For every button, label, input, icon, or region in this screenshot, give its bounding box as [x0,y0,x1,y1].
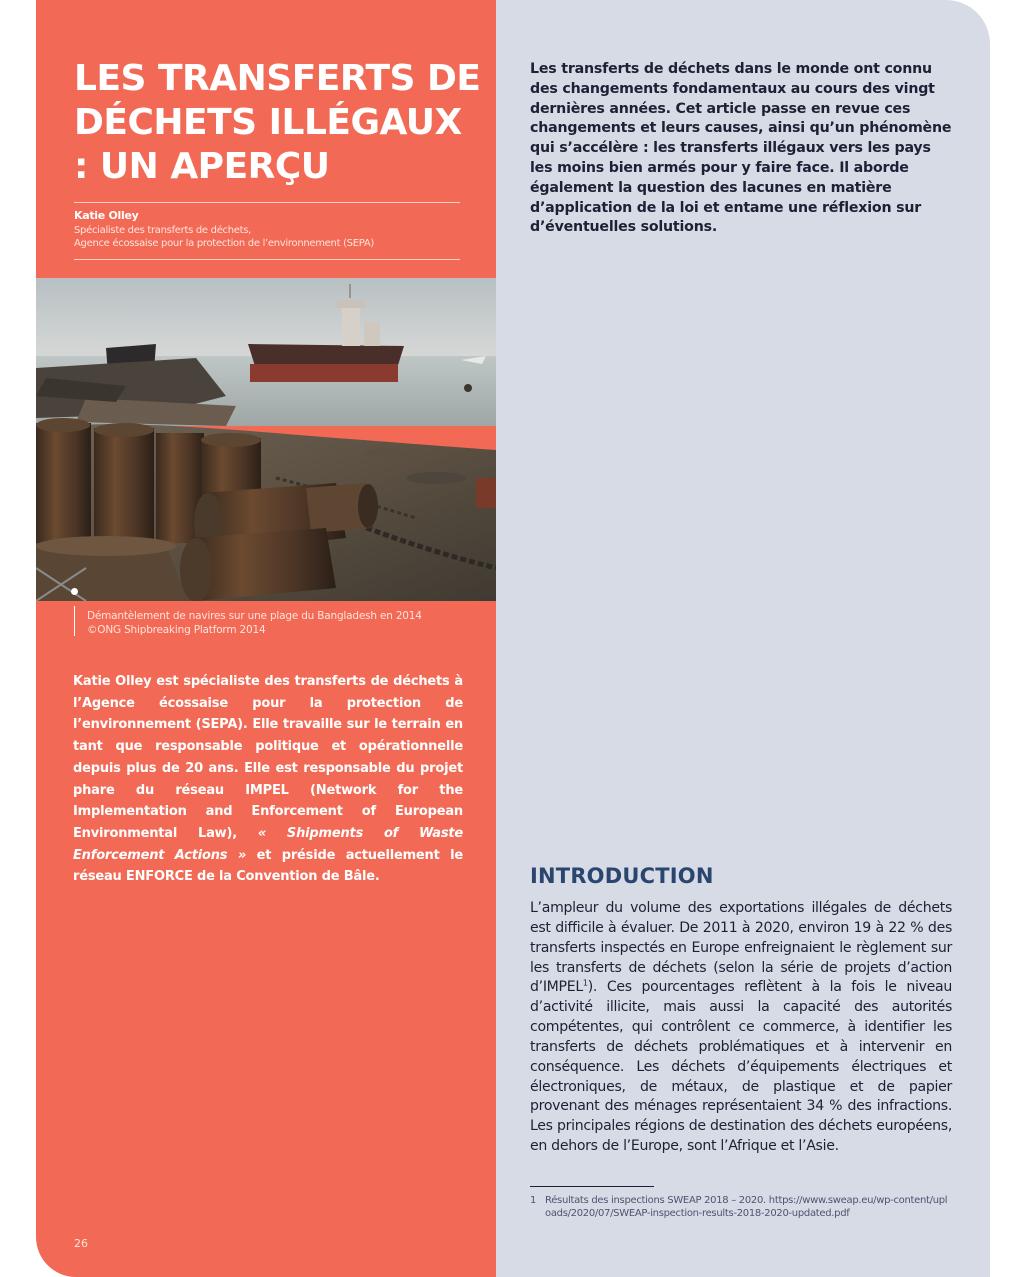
author-bio-text: et préside actuellement le réseau ENFORCE de la Convention de Bâle. [73,847,463,885]
article-title: LES TRANSFERTS DE DÉCHETS ILLÉGAUX : UN APERÇU [74,58,481,187]
page-number: 26 [74,1237,88,1250]
photo-credit: ©ONG Shipbreaking Platform 2014 [87,624,266,636]
footnote-number: 1 [530,1195,537,1206]
section-body [530,899,952,1157]
author-role [74,224,474,250]
author-divider [74,259,460,260]
shipbreaking-beach-photo [36,278,496,601]
title-divider [74,202,460,203]
footnote-reference: 1 [582,978,588,988]
author-name: Katie Olley [74,209,139,222]
article-lead: Les transferts de déchets dans le monde ont connu des changements fondamentaux au cours des vingt dernières années. Cet article passe en revue ces changements et leurs causes, ainsi qu’un phénomène qui s’accélère : les transferts illégaux vers les pays les moins bien armés pour y faire face. Il aborde également la question des lacunes en matière d’application de la loi et entame une réflexion sur d’éventuelles solutions. [530,61,952,236]
author-role-line: Spécialiste des transferts de déchets, [74,225,252,236]
section-heading: INTRODUCTION [530,864,714,888]
left-panel [36,0,496,1277]
footnote-text: Résultats des inspections SWEAP 2018 – 2020. https://www.sweap.eu/wp-content/uploads/2020/07/SWEAP-inspection-results-2018-2020-updated.pdf [545,1195,948,1219]
right-panel [496,0,990,1277]
photo-caption [87,609,422,637]
section-body-text: ). Ces pourcentages reflètent à la fois le niveau d’activité illicite, mais aussi la capacité des autorités compétentes, qui contrôlent ce commerce, à identifier les transferts de déchets problématiques et à intervenir en conséquence. Les déchets d’équipements électriques et électroniques, de métaux, de plastique et de papier provenant des ménages représentaient 34 % des infractions. Les principales régions de destination des déchets européens, en dehors de l’Europe, sont l’Afrique et l’Asie. [530,979,952,1155]
photo-caption-line: Démantèlement de navires sur une plage du Bangladesh en 2014 [87,610,422,622]
author-role-line: Agence écossaise pour la protection de l’environnement (SEPA) [74,238,374,249]
author-bio-emphasis: « Shipments of Waste Enforcement Actions » [73,825,463,863]
author-bio [73,671,463,888]
footnote-divider [530,1186,654,1187]
caption-rule [74,606,75,636]
caption-marker [71,588,78,595]
section-body-text: L’ampleur du volume des exportations illégales de déchets est difficile à évaluer. De 2011 à 2020, environ 19 à 22 % des transferts inspectés en Europe enfreignaient le règlement sur les transferts de déchets (selon la série de projets d’action d’IMPEL [530,900,952,996]
author-bio-text: Katie Olley est spécialiste des transferts de déchets à l’Agence écossaise pour la protection de l’environnement (SEPA). Elle travaille sur le terrain en tant que responsable politique et opérationnelle depuis plus de 20 ans. Elle est responsable du projet phare du réseau IMPEL (Network for the Implementation and Enforcement of European Environmental Law), [73,674,463,841]
